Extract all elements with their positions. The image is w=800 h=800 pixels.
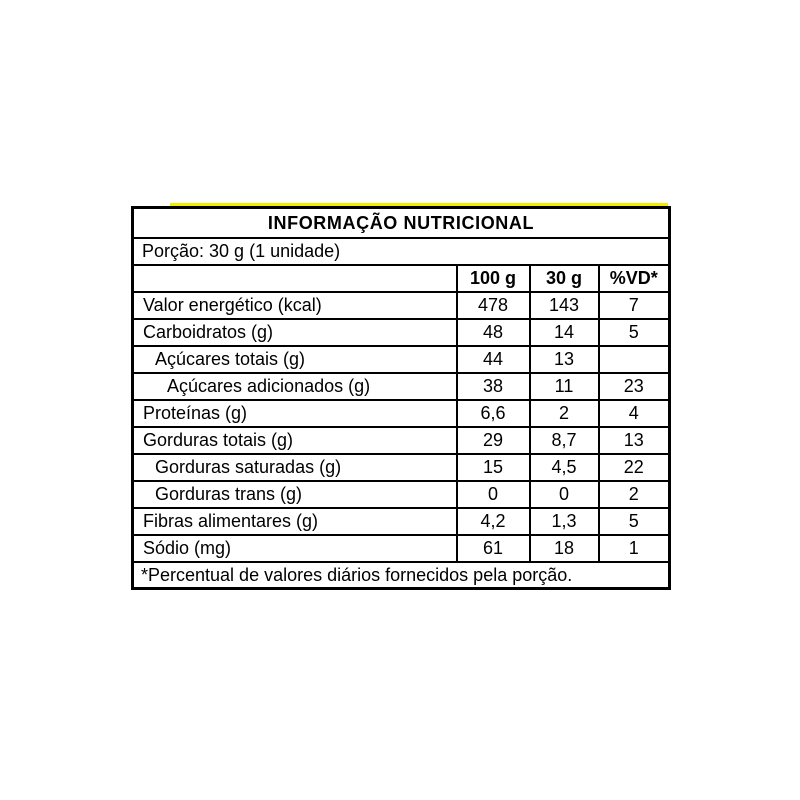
column-header-100g: 100 g — [457, 265, 530, 292]
value-per-30g: 8,7 — [530, 427, 599, 454]
title-row — [133, 208, 670, 238]
value-per-100g: 44 — [457, 346, 530, 373]
value-per-30g: 1,3 — [530, 508, 599, 535]
nutrient-label: Gorduras saturadas (g) — [133, 454, 457, 481]
value-percent-dv: 5 — [599, 508, 670, 535]
value-per-30g: 143 — [530, 292, 599, 319]
nutrient-label: Açúcares adicionados (g) — [133, 373, 457, 400]
value-per-30g: 4,5 — [530, 454, 599, 481]
value-per-100g: 38 — [457, 373, 530, 400]
value-percent-dv — [599, 346, 670, 373]
nutrient-label: Sódio (mg) — [133, 535, 457, 562]
value-per-30g: 18 — [530, 535, 599, 562]
value-per-100g: 48 — [457, 319, 530, 346]
value-per-30g: 13 — [530, 346, 599, 373]
value-per-30g: 0 — [530, 481, 599, 508]
column-header-row — [133, 265, 670, 292]
nutrient-row — [133, 346, 670, 373]
nutrient-label: Carboidratos (g) — [133, 319, 457, 346]
value-per-100g: 15 — [457, 454, 530, 481]
column-header-empty — [133, 265, 457, 292]
value-percent-dv: 4 — [599, 400, 670, 427]
value-per-100g: 29 — [457, 427, 530, 454]
nutrient-row — [133, 535, 670, 562]
value-percent-dv: 23 — [599, 373, 670, 400]
value-percent-dv: 1 — [599, 535, 670, 562]
nutrient-label: Fibras alimentares (g) — [133, 508, 457, 535]
nutrient-row — [133, 427, 670, 454]
value-per-30g: 2 — [530, 400, 599, 427]
value-percent-dv: 13 — [599, 427, 670, 454]
nutrient-label: Valor energético (kcal) — [133, 292, 457, 319]
nutrient-row — [133, 454, 670, 481]
nutrient-row — [133, 400, 670, 427]
value-percent-dv: 22 — [599, 454, 670, 481]
nutrient-row — [133, 292, 670, 319]
table-title: INFORMAÇÃO NUTRICIONAL — [133, 208, 670, 238]
value-per-100g: 478 — [457, 292, 530, 319]
value-per-30g: 11 — [530, 373, 599, 400]
nutrient-label: Açúcares totais (g) — [133, 346, 457, 373]
serving-row — [133, 238, 670, 265]
nutrient-row — [133, 481, 670, 508]
nutrition-facts-table — [131, 206, 671, 590]
nutrient-row — [133, 319, 670, 346]
nutrient-row — [133, 508, 670, 535]
value-per-100g: 61 — [457, 535, 530, 562]
footnote-text: *Percentual de valores diários fornecidos pela porção. — [133, 562, 670, 589]
value-percent-dv: 5 — [599, 319, 670, 346]
value-per-30g: 14 — [530, 319, 599, 346]
footnote-row — [133, 562, 670, 589]
value-per-100g: 4,2 — [457, 508, 530, 535]
value-percent-dv: 2 — [599, 481, 670, 508]
value-percent-dv: 7 — [599, 292, 670, 319]
nutrient-row — [133, 373, 670, 400]
nutrient-label: Proteínas (g) — [133, 400, 457, 427]
column-header-30g: 30 g — [530, 265, 599, 292]
column-header-percent-dv: %VD* — [599, 265, 670, 292]
value-per-100g: 0 — [457, 481, 530, 508]
serving-size-text: Porção: 30 g (1 unidade) — [133, 238, 670, 265]
value-per-100g: 6,6 — [457, 400, 530, 427]
nutrient-label: Gorduras totais (g) — [133, 427, 457, 454]
nutrient-label: Gorduras trans (g) — [133, 481, 457, 508]
